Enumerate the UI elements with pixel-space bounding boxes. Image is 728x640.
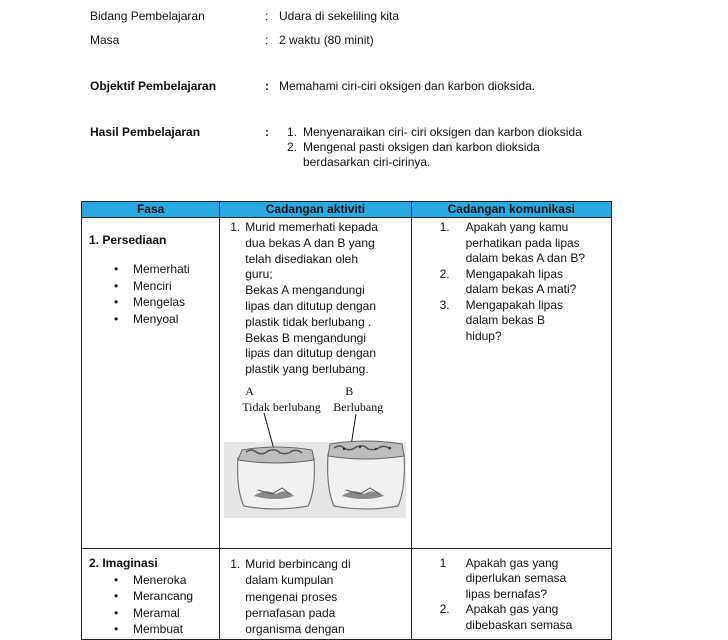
- text-line: lipas dan ditutup dengan: [245, 346, 377, 361]
- question-number: 3.: [439, 297, 450, 312]
- phase-title: 1. Persediaan: [89, 233, 167, 247]
- header-aktiviti: Cadangan aktiviti: [220, 202, 411, 218]
- label-b: B: [345, 383, 354, 398]
- fasa-cell: [82, 548, 220, 639]
- text-line: plastik yang berlubang.: [245, 362, 369, 377]
- caption-b: Berlubang: [333, 399, 384, 414]
- question-number: 2.: [439, 266, 450, 281]
- table-row: [82, 218, 612, 549]
- skill-item: • Mengelas: [82, 294, 219, 311]
- text-line: Murid berbincang di: [245, 556, 351, 571]
- hasil-item-continuation: berdasarkan ciri-cirinya.: [303, 155, 431, 169]
- text-line: organisma dengan: [245, 622, 345, 637]
- communication-list: [412, 218, 611, 344]
- aktiviti-cell: [220, 218, 411, 549]
- question-number: 2.: [439, 602, 450, 617]
- objektif-label: Objektif Pembelajaran: [90, 79, 217, 93]
- activity-lines: [245, 556, 406, 637]
- question-number: 1.: [439, 220, 450, 234]
- text-line: telah disediakan oleh: [245, 251, 359, 266]
- hasil-item: 2. Mengenal pasti oksigen dan karbon dioksida: [287, 140, 540, 154]
- question-text: [466, 602, 607, 633]
- question-item: [440, 556, 607, 603]
- text-line: dalam bekas A dan B?: [465, 251, 586, 265]
- question-item: [440, 298, 607, 345]
- text-line: Mengapakah lipas: [465, 297, 564, 312]
- caption-a: Tidak berlubang: [242, 399, 321, 414]
- text-line: dalam kumpulan: [245, 573, 334, 588]
- jar-b: [328, 441, 405, 509]
- text-line: Apakah gas yang: [465, 602, 559, 617]
- hasil-list: [287, 125, 582, 170]
- text-line: dibebaskan semasa: [465, 617, 573, 632]
- text-line: Bekas A mengandungi: [245, 283, 365, 298]
- text-line: plastik tidak berlubang .: [245, 314, 372, 329]
- question-text: [466, 556, 607, 603]
- communication-list: [412, 549, 611, 634]
- activity-number: 1.: [230, 556, 241, 571]
- question-number: 1: [439, 555, 447, 570]
- objektif-colon: :: [265, 79, 269, 93]
- question-text: [466, 267, 607, 298]
- question-item: [440, 267, 607, 298]
- objektif-value: Memahami ciri-ciri oksigen dan karbon dioksida.: [279, 79, 536, 93]
- skill-list: [82, 261, 219, 327]
- table-header-row: [82, 202, 612, 218]
- jars-illustration: [220, 378, 410, 548]
- text-line: lipas bernafas?: [465, 586, 547, 601]
- skill-item: • Memerhati: [82, 261, 219, 278]
- text-line: dua bekas A dan B yang: [245, 235, 375, 250]
- header-komunikasi: Cadangan komunikasi: [411, 202, 611, 218]
- skill-item: • Meramal: [82, 605, 219, 622]
- text-line: perhatikan pada lipas: [465, 235, 580, 250]
- question-item: [440, 220, 607, 267]
- activity-text: [220, 549, 410, 637]
- komunikasi-cell: [411, 548, 611, 639]
- text-line: pernafasan pada: [245, 605, 336, 620]
- text-line: dalam bekas A mati?: [465, 282, 577, 296]
- label-a: A: [245, 383, 254, 398]
- activity-number: 1.: [230, 220, 241, 234]
- text-line: lipas dan ditutup dengan: [245, 298, 377, 313]
- phase-title: 2. Imaginasi: [89, 555, 158, 570]
- activity-text: [220, 218, 410, 378]
- jar-a: [238, 447, 315, 509]
- skill-item: • Meneroka: [82, 572, 219, 589]
- text-line: dalam bekas B: [465, 313, 545, 327]
- bidang-value: Udara di sekeliling kita: [279, 9, 400, 23]
- masa-value: 2 waktu (80 minit): [279, 33, 374, 47]
- text-line: guru;: [245, 267, 273, 282]
- text-line: Apakah yang kamu: [465, 220, 569, 234]
- text-line: hidup?: [465, 328, 502, 343]
- question-text: [466, 298, 607, 345]
- header-fasa: Fasa: [82, 202, 220, 218]
- hasil-colon: :: [265, 125, 269, 139]
- activity-lines: [245, 220, 406, 378]
- question-text: [466, 220, 607, 267]
- text-line: Murid memerhati kepada: [245, 220, 378, 234]
- text-line: Apakah gas yang: [465, 555, 559, 570]
- text-line: Bekas B mengandungi: [245, 330, 366, 345]
- text-line: mengenai proses: [245, 589, 338, 604]
- skill-item: • Menyoal: [82, 311, 219, 328]
- question-item: [440, 602, 607, 633]
- masa-label: Masa: [90, 33, 120, 47]
- aktiviti-cell: [220, 548, 411, 639]
- komunikasi-cell: [411, 218, 611, 549]
- fasa-cell: [82, 218, 220, 549]
- hasil-label: Hasil Pembelajaran: [90, 125, 201, 139]
- skill-item: • Membuat: [82, 621, 219, 638]
- masa-colon: :: [265, 33, 269, 47]
- bidang-colon: :: [265, 9, 269, 23]
- bidang-label: Bidang Pembelajaran: [90, 9, 205, 23]
- skill-item: • Merancang: [82, 588, 219, 605]
- lesson-table: [81, 201, 612, 640]
- hasil-item: 1. Menyenaraikan ciri- ciri oksigen dan karbon dioksida: [287, 125, 582, 139]
- jar-figure: [220, 378, 410, 548]
- text-line: Mengapakah lipas: [465, 266, 564, 281]
- skill-item: • Menciri: [82, 278, 219, 295]
- table-row: [82, 548, 612, 639]
- skill-list: [82, 572, 219, 638]
- text-line: diperlukan semasa: [465, 571, 567, 586]
